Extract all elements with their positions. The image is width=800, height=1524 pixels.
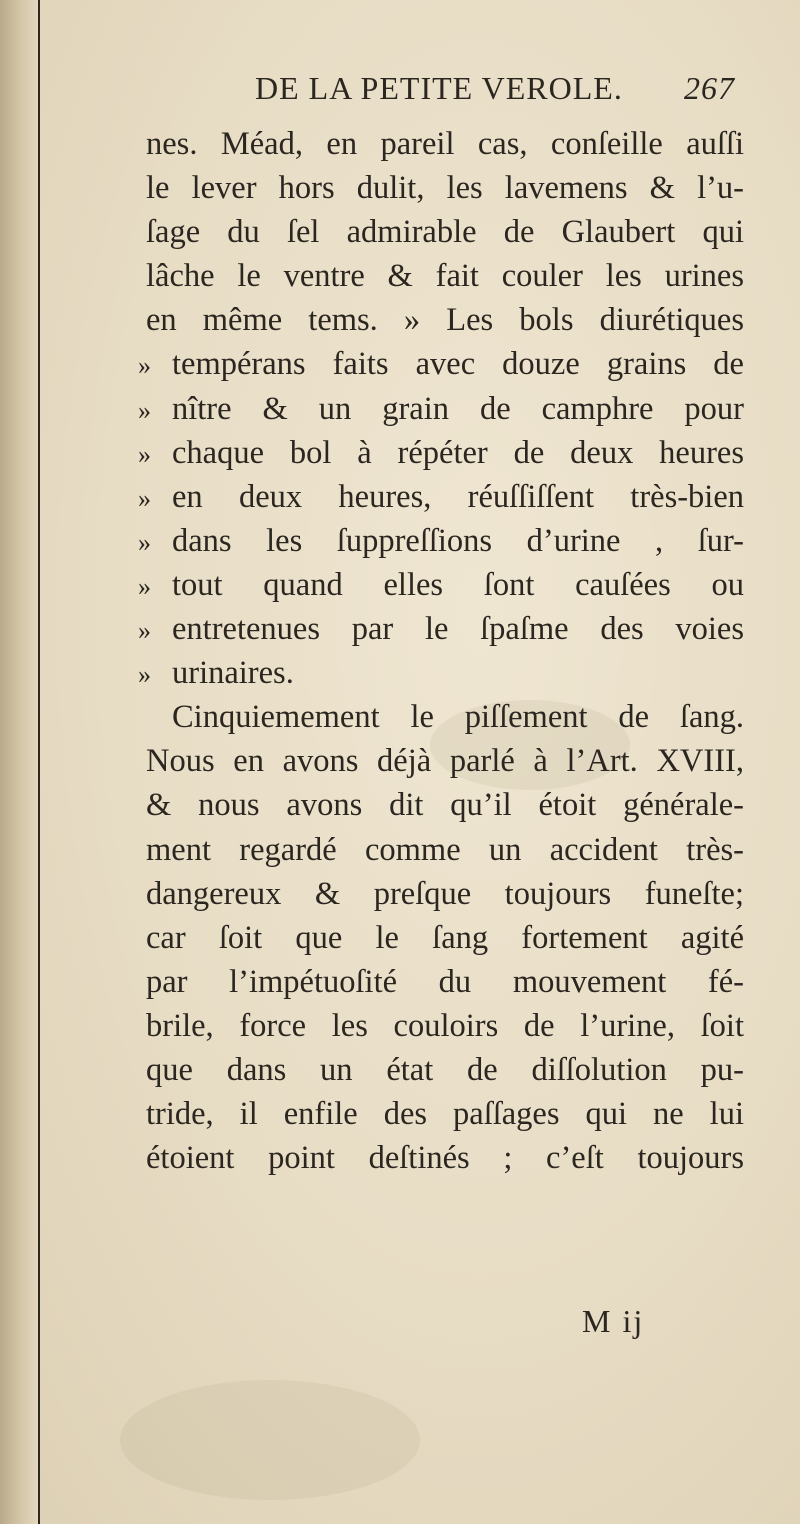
quote-mark: » bbox=[138, 439, 151, 469]
quote-mark: » bbox=[138, 483, 151, 513]
text-line: que dans un état de diſſolution pu- bbox=[146, 1051, 744, 1088]
text-line: dangereux & preſque toujours funeſte; bbox=[146, 875, 744, 912]
text-line: brile, force les couloirs de l’urine, ſoit bbox=[146, 1007, 744, 1044]
page-number: 267 bbox=[684, 70, 735, 106]
book-binding-edge bbox=[0, 0, 40, 1524]
text-line: étoient point deſtinés ; c’eſt toujours bbox=[146, 1140, 744, 1177]
quoted-line bbox=[138, 607, 744, 651]
quote-mark: » bbox=[138, 527, 151, 557]
quoted-text: tempérans faits avec douze grains de bbox=[172, 346, 744, 383]
text-line: car ſoit que le ſang fortement agité bbox=[146, 919, 744, 956]
quoted-text: dans les ſuppreſſions d’urine , ſur- bbox=[172, 522, 744, 559]
text-line: tride, il enfile des paſſages qui ne lui bbox=[146, 1096, 744, 1133]
running-title: DE LA PETITE VEROLE. bbox=[255, 70, 623, 106]
quote-mark: » bbox=[138, 571, 151, 601]
text-line: lâche le ventre & fait couler les urines bbox=[146, 258, 744, 295]
text-line: & nous avons dit qu’il étoit générale- bbox=[146, 787, 744, 824]
text-line: ment regardé comme un accident très- bbox=[146, 831, 744, 868]
quoted-text: entretenues par le ſpaſme des voies bbox=[172, 611, 744, 648]
text-line: par l’impétuoſité du mouvement fé- bbox=[146, 963, 744, 1000]
quote-mark: » bbox=[138, 351, 151, 381]
text-line: nes. Méad, en pareil cas, conſeille auſſi bbox=[146, 126, 744, 162]
quote-mark: » bbox=[138, 616, 151, 646]
text-line: Cinquiemement le piſſement de ſang. bbox=[172, 699, 744, 736]
signature-mark: M ij bbox=[582, 1303, 645, 1339]
page-header bbox=[255, 70, 745, 110]
quoted-text: en deux heures, réuſſiſſent très-bien bbox=[172, 478, 744, 515]
quoted-text: urinaires. bbox=[172, 655, 294, 692]
quoted-line bbox=[138, 342, 744, 386]
body-text bbox=[138, 122, 744, 1180]
text-line: le lever hors dulit, les lavemens & l’u- bbox=[146, 170, 744, 207]
quoted-line bbox=[138, 651, 744, 695]
quoted-line bbox=[138, 431, 744, 475]
quoted-line bbox=[138, 563, 744, 607]
paper-stain bbox=[120, 1380, 420, 1500]
quote-mark: » bbox=[138, 660, 151, 690]
quoted-line bbox=[138, 519, 744, 563]
quoted-text: tout quand elles ſont cauſées ou bbox=[172, 566, 744, 603]
quote-mark: » bbox=[138, 395, 151, 425]
quoted-line bbox=[138, 475, 744, 519]
text-line: en même tems. » Les bols diurétiques bbox=[146, 302, 744, 339]
text-line: ſage du ſel admirable de Glaubert qui bbox=[146, 214, 744, 251]
text-line: Nous en avons déjà parlé à l’Art. XVIII, bbox=[146, 743, 744, 780]
quoted-text: nître & un grain de camphre pour bbox=[172, 390, 744, 427]
quoted-line bbox=[138, 387, 744, 431]
quoted-text: chaque bol à répéter de deux heures bbox=[172, 434, 744, 471]
